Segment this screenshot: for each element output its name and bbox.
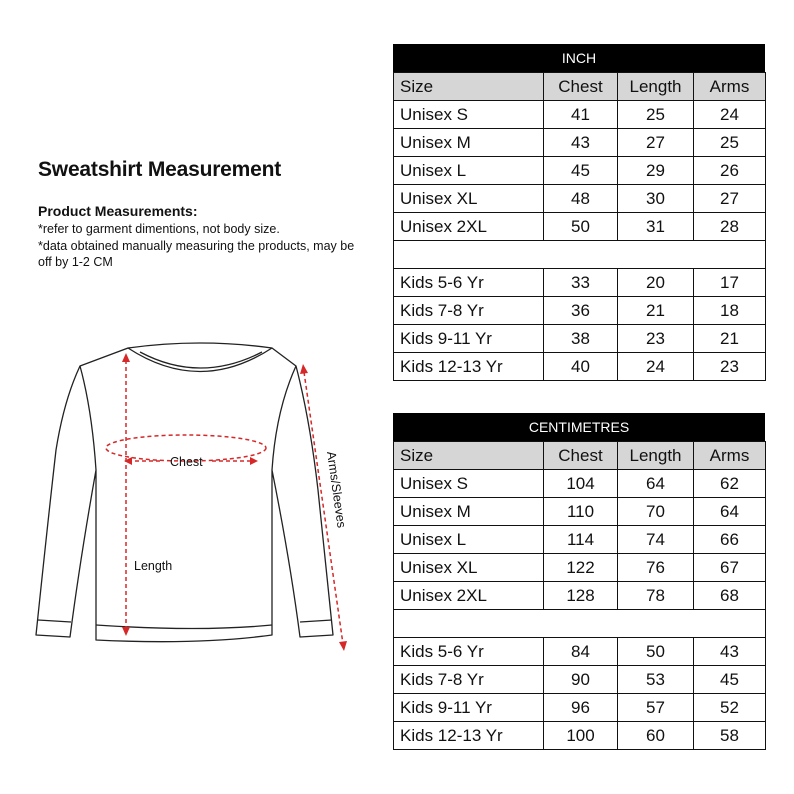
table-row [394,526,766,554]
size-cell: Unisex L [394,526,544,554]
inch-table-title: INCH [393,44,765,72]
length-cell: 50 [618,638,694,666]
size-cell: Kids 9-11 Yr [394,694,544,722]
length-cell: 25 [618,101,694,129]
length-cell: 29 [618,157,694,185]
header-row [394,442,766,470]
header-arms: Arms [694,442,766,470]
arms-cell: 43 [694,638,766,666]
table-row [394,213,766,241]
header-length: Length [618,442,694,470]
table-row [394,101,766,129]
arms-cell: 64 [694,498,766,526]
size-cell: Unisex 2XL [394,582,544,610]
chest-cell: 128 [544,582,618,610]
table-row [394,129,766,157]
arms-cell: 62 [694,470,766,498]
chest-cell: 100 [544,722,618,750]
length-cell: 57 [618,694,694,722]
header-arms: Arms [694,73,766,101]
arms-cell: 27 [694,185,766,213]
arms-cell: 68 [694,582,766,610]
chest-cell: 90 [544,666,618,694]
chest-cell: 36 [544,297,618,325]
size-cell: Kids 12-13 Yr [394,353,544,381]
length-cell: 76 [618,554,694,582]
chest-label: Chest [170,455,203,469]
table-row [394,185,766,213]
arms-cell: 45 [694,666,766,694]
length-cell: 27 [618,129,694,157]
arms-cell: 21 [694,325,766,353]
length-cell: 23 [618,325,694,353]
table-row [394,269,766,297]
product-measurements-heading: Product Measurements: [38,203,198,219]
chest-cell: 38 [544,325,618,353]
length-cell: 31 [618,213,694,241]
length-cell: 78 [618,582,694,610]
length-cell: 21 [618,297,694,325]
length-cell: 53 [618,666,694,694]
chest-cell: 114 [544,526,618,554]
size-cell: Unisex S [394,470,544,498]
chest-cell: 48 [544,185,618,213]
table-row [394,498,766,526]
size-cell: Kids 5-6 Yr [394,269,544,297]
chest-cell: 40 [544,353,618,381]
inch-table [393,44,765,381]
spacer-row [394,610,766,638]
arms-label: Arms/Sleeves [324,450,349,529]
sweatshirt-diagram [0,0,394,794]
size-cell: Kids 7-8 Yr [394,297,544,325]
length-label: Length [134,559,173,573]
table-row [394,353,766,381]
size-cell: Unisex M [394,498,544,526]
table-row [394,157,766,185]
table-row [394,582,766,610]
size-cell: Kids 5-6 Yr [394,638,544,666]
arms-cell: 28 [694,213,766,241]
chest-cell: 43 [544,129,618,157]
header-size: Size [394,442,544,470]
chest-cell: 33 [544,269,618,297]
arms-cell: 24 [694,101,766,129]
arms-cell: 67 [694,554,766,582]
length-cell: 20 [618,269,694,297]
arms-cell: 18 [694,297,766,325]
table-row [394,325,766,353]
note-manual-measurement: *data obtained manually measuring the products, may be off by 1-2 CM [38,239,355,269]
length-cell: 74 [618,526,694,554]
chest-cell: 41 [544,101,618,129]
chest-cell: 104 [544,470,618,498]
centimetres-table-title: CENTIMETRES [393,413,765,441]
length-arrow [122,353,130,636]
table-row [394,666,766,694]
size-cell: Unisex S [394,101,544,129]
arms-cell: 26 [694,157,766,185]
header-chest: Chest [544,73,618,101]
table-row [394,694,766,722]
header-chest: Chest [544,442,618,470]
arms-cell: 17 [694,269,766,297]
size-cell: Unisex XL [394,554,544,582]
chest-cell: 122 [544,554,618,582]
table-row [394,722,766,750]
hem-band [96,625,272,629]
arms-cell: 52 [694,694,766,722]
length-cell: 70 [618,498,694,526]
centimetres-table [393,413,765,750]
spacer-row [394,241,766,269]
arms-cell: 25 [694,129,766,157]
table-row [394,638,766,666]
chest-cell: 96 [544,694,618,722]
length-cell: 30 [618,185,694,213]
size-cell: Kids 7-8 Yr [394,666,544,694]
size-cell: Unisex XL [394,185,544,213]
size-cell: Unisex L [394,157,544,185]
size-cell: Unisex M [394,129,544,157]
chest-cell: 50 [544,213,618,241]
header-row [394,73,766,101]
table-row [394,554,766,582]
arms-cell: 66 [694,526,766,554]
sweatshirt-outline [36,343,333,642]
size-cell: Kids 12-13 Yr [394,722,544,750]
length-cell: 64 [618,470,694,498]
header-length: Length [618,73,694,101]
length-cell: 60 [618,722,694,750]
size-cell: Kids 9-11 Yr [394,325,544,353]
page-title: Sweatshirt Measurement [38,158,282,181]
length-cell: 24 [618,353,694,381]
table-row [394,470,766,498]
chest-cell: 84 [544,638,618,666]
arms-cell: 58 [694,722,766,750]
table-row [394,297,766,325]
size-cell: Unisex 2XL [394,213,544,241]
header-size: Size [394,73,544,101]
chest-cell: 110 [544,498,618,526]
arms-cell: 23 [694,353,766,381]
note-garment-dimensions: *refer to garment dimentions, not body size. [38,222,280,236]
chest-cell: 45 [544,157,618,185]
